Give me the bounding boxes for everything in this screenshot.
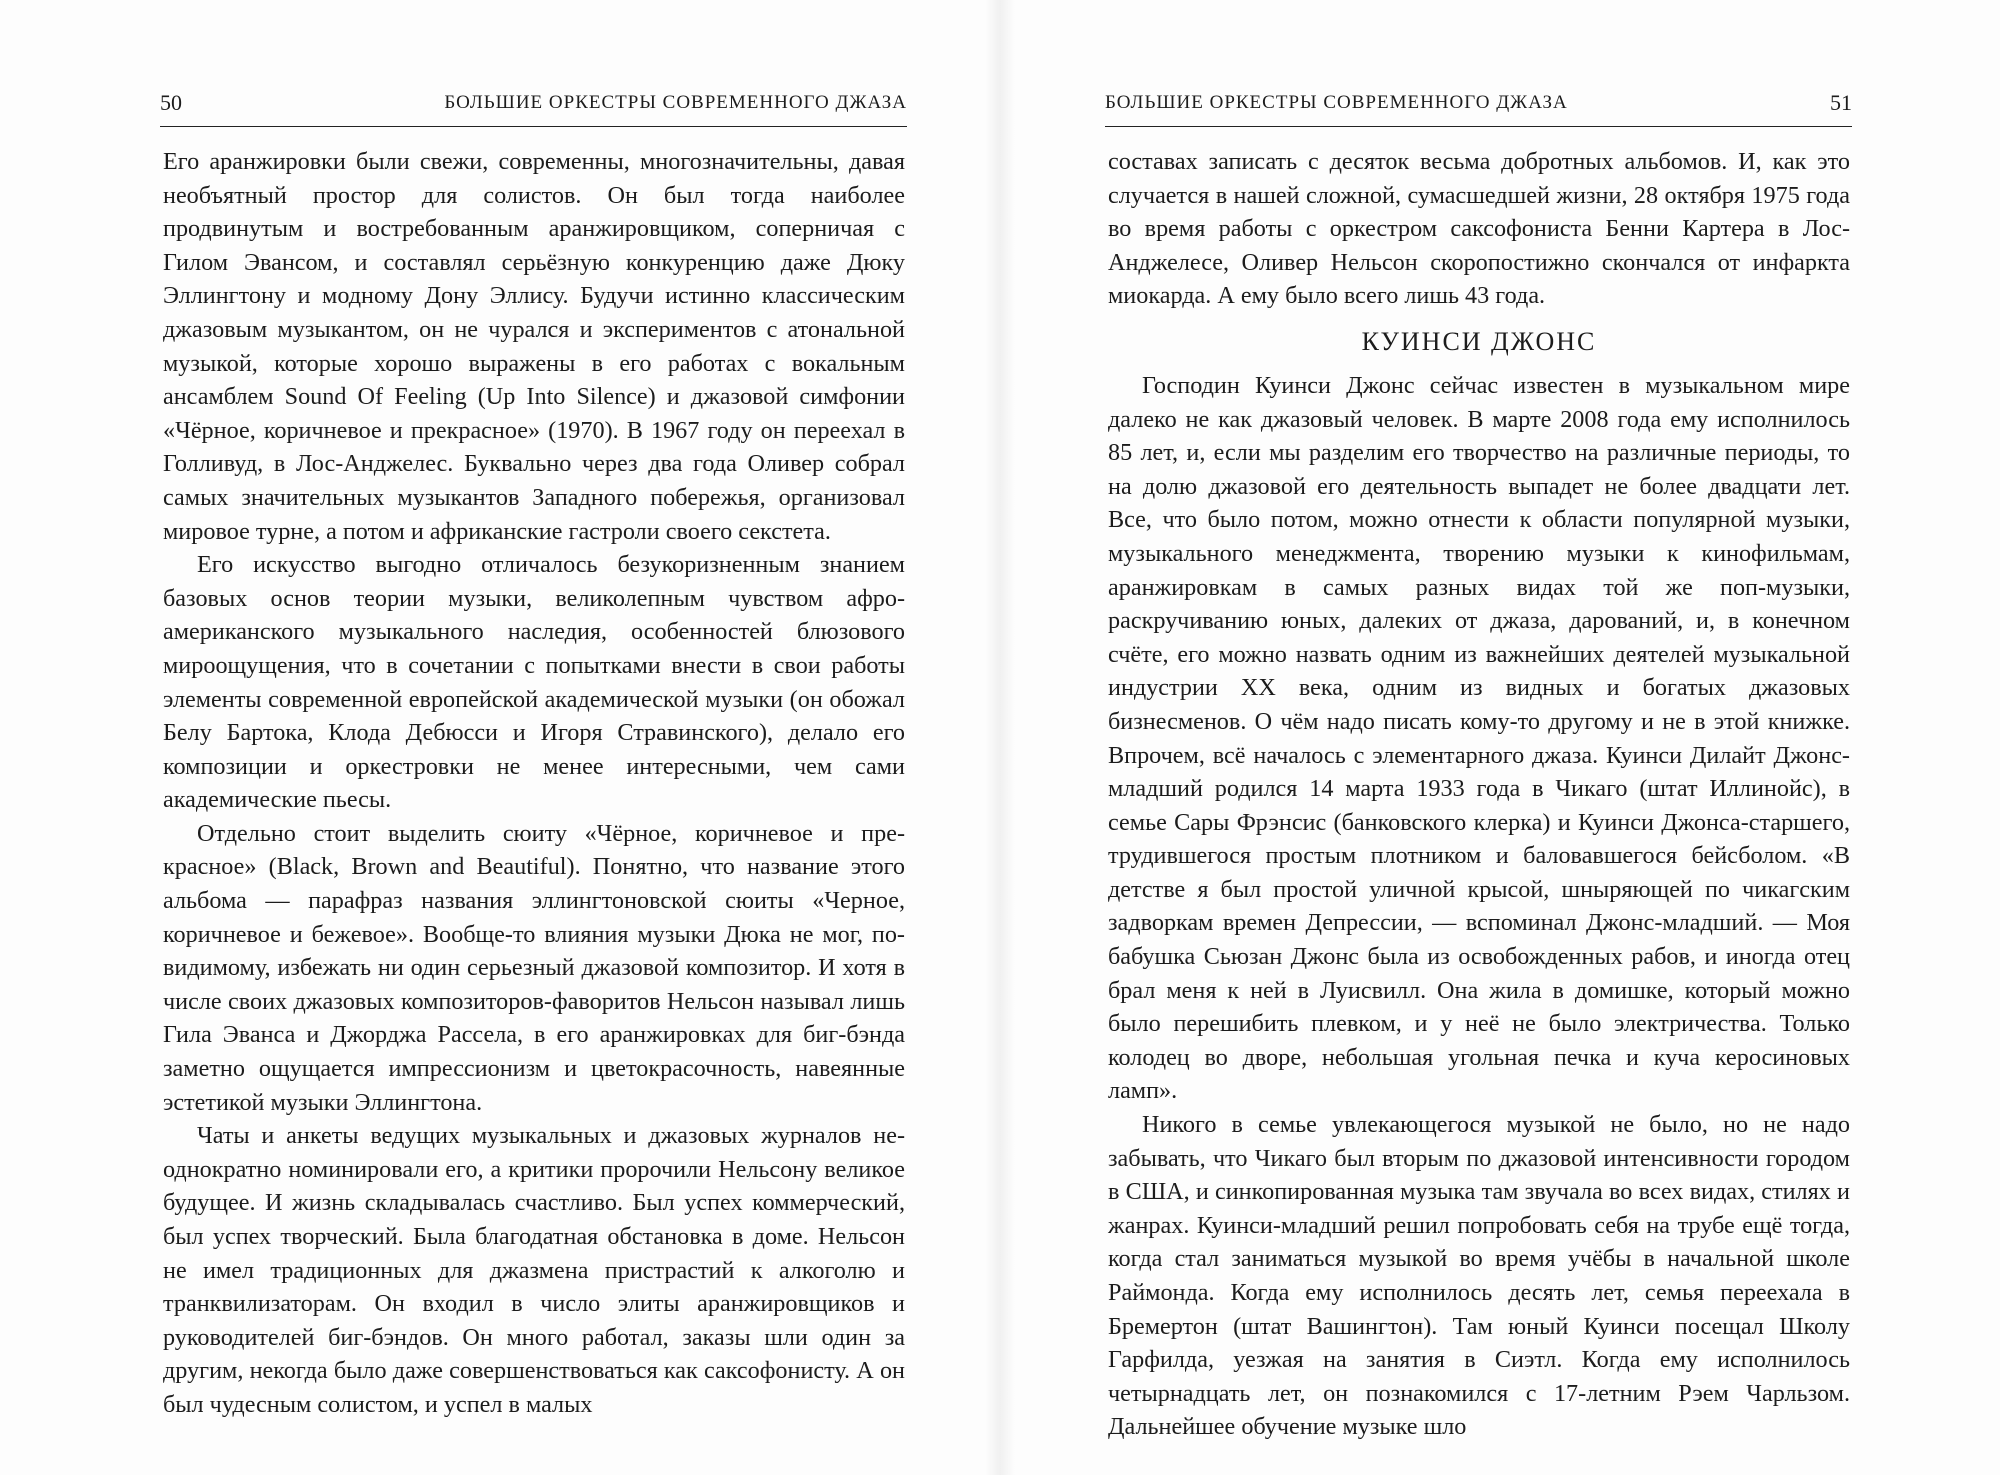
left-page-header <box>160 86 907 127</box>
running-head: БОЛЬШИЕ ОРКЕСТРЫ СОВРЕМЕННОГО ДЖАЗА <box>444 92 907 113</box>
running-head: БОЛЬШИЕ ОРКЕСТРЫ СОВРЕМЕННОГО ДЖАЗА <box>1105 92 1568 113</box>
right-page <box>1000 0 2000 1475</box>
paragraph: Его искусство выгодно отличалось безукоризненным знанием базовых основ теории музыки, великолепным чувством афроамериканского музыкального наследия, особенностей блюзового мироощущения, что в сочетании с попытками внести в свои работы элементы современной европейской академической музыки (он обожал Белу Бартока, Клода Дебюсси и Игоря Стравинского), делало его композиции и оркестровки не менее интересными, чем сами академические пьесы. <box>163 551 905 814</box>
paragraph: Чаты и анкеты ведущих музыкальных и джазовых журналов неоднократно номинировали его, а критики пророчили Нельсону великое будущее. И жизнь складывалась счастливо. Был успех коммерческий, был успех творческий. Была благодатная обстановка в доме. Нельсон не имел традиционных для джазмена пристрастий к алкоголю и транквилизаторам. Он входил в число элиты аранжировщиков и руководителей биг-бэндов. Он много работал, заказы шли один за другим, некогда было даже совершенствоваться как саксофонисту. А он был чудесным солистом, и успел в малых <box>163 1122 905 1418</box>
page-number: 50 <box>160 90 182 115</box>
left-page-body <box>163 145 905 1422</box>
paragraph: Отдельно стоит выделить сюиту «Чёрное, коричневое и прекрасное» (Black, Brown and Beautiful). Понятно, что название этого альбома — парафраз названия эллингтоновской сюиты «Черное, коричневое и бежевое». Вообще-то влияния музыки Дюка не мог, по-видимому, избежать ни один серьезный джазовой композитор. И хотя в числе своих джазовых композиторов-фаворитов Нельсон называл лишь Гила Эванса и Джорджа Рассела, в его аранжировках для биг-бэнда заметно ощущается импрессионизм и цветокрасочность, навеянные эстетикой музыки Эллингтона. <box>163 819 905 1116</box>
paragraph: Господин Куинси Джонс сейчас известен в музыкальном мире далеко не как джазовый человек. В марте 2008 года ему исполнилось 85 лет, и, если мы разделим его творчество на различные периоды, то на долю джазовой его деятельность выпадет не более двадцати лет. Все, что было потом, можно отнести к области популярной музыки, музыкального менеджмента, творению музыки к кинофильмам, аранжировкам в самых разных видах той же поп-музыки, раскручиванию юных, далеких от джаза, дарований, и, в конечном счёте, его можно назвать одним из важнейших деятелей музыкальной индустрии XX века, одним из видных и богатых джазовых бизнесменов. О чём надо писать кому-то другому и не в этой книжке. Впрочем, всё началось с элементарного джаза. Куинси Дилайт Джонс-младший родился 14 марта 1933 года в Чикаго (штат Иллинойс), в семье Сары Фрэнсис (банковского клерка) и Куинси Джонса-старшего, трудившегося простым плотником и баловавшегося бейсболом. «В детстве я был простой уличной крысой, шныряющей по чикагским задворкам времен Депрессии, — вспоминал Джонс-младший. — Моя бабушка Сьюзан Джонс была из освобожденных рабов, и иногда отец брал меня к ней в Луисвилл. Она жила в домишке, который можно было перешибить плевком, и у неё не было электричества. Только колодец во дворе, небольшая угольная печка и куча керосиновых ламп». <box>1108 371 1850 1105</box>
paragraph: Его аранжировки были свежи, современны, многозначительны, давая необъятный простор для солистов. Он был тогда наиболее продвинутым и востребованным аранжировщиком, соперничая с Гилом Эвансом, и составлял серьёзную конкуренцию даже Дюку Эллингтону и модному Дону Эллису. Будучи истинно классическим джазовым музыкантом, он не чурался и экспериментов с атональной музыкой, которые хорошо выражены в его работах с вокальным ансамблем Sound Of Feeling (Up Into Silence) и джазовой симфонии «Чёрное, коричневое и прекрасное» (1970). В 1967 году он переехал в Голливуд, в Лос-Анджелес. Буквально через два года Оливер собрал самых значительных музыкантов Западного побережья, организовал мировое турне, а потом и африканские гастроли своего секстета. <box>163 148 905 545</box>
paragraph-continuation: составах записать с десяток весьма добротных альбомов. И, как это случается в нашей сложной, сумасшедшей жизни, 28 октября 1975 года во время работы с оркестром саксофониста Бенни Картера в Лос-Анджелесе, Оливер Нельсон скоропостижно скончался от инфаркта миокарда. А ему было всего лишь 43 года. <box>1108 148 1850 310</box>
right-page-body <box>1108 145 1850 1444</box>
paragraph: Никого в семье увлекающегося музыкой не было, но не надо забывать, что Чикаго был вторым по джазовой интенсивности городом в США, и синкопированная музыка там звучала во всех видах, стилях и жанрах. Куинси-младший решил попробовать себя на трубе ещё тогда, когда стал заниматься музыкой во время учёбы в начальной школе Раймонда. Когда ему исполнилось десять лет, семья переехала в Бремертон (штат Вашингтон). Там юный Куинси посещал Школу Гарфилда, уезжая на занятия в Сиэтл. Когда ему исполнилось четырнадцать лет, он познакомился с 17-летним Рэем Чарльзом. Дальнейшее обучение музыке шло <box>1108 1111 1850 1441</box>
section-title: КУИНСИ ДЖОНС <box>1361 326 1597 356</box>
page-number: 51 <box>1830 90 1852 115</box>
right-page-header <box>1105 86 1852 127</box>
